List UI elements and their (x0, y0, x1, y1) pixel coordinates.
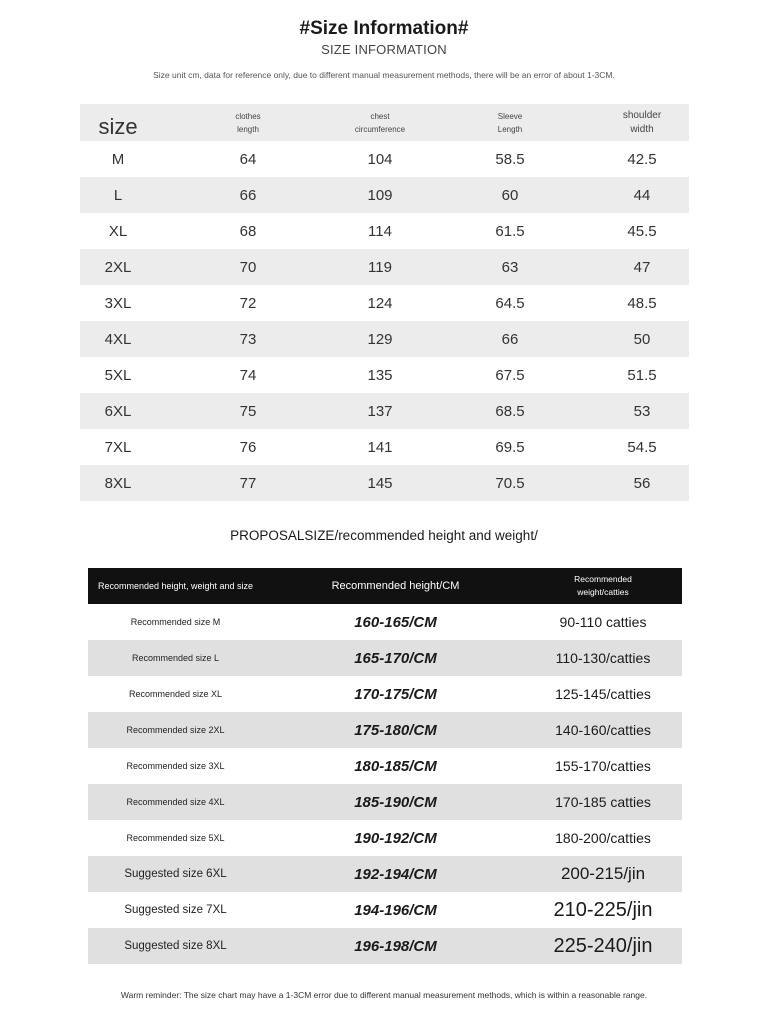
measurement-cell: 104 (367, 150, 393, 168)
table-row (80, 429, 689, 465)
size-cell: 2XL (104, 258, 132, 276)
measurement-cell: 50 (633, 330, 651, 348)
table-row (88, 820, 682, 856)
recommended-size-cell: Recommended size 5XL (126, 833, 225, 843)
table-row (88, 928, 682, 964)
measurement-cell: 48.5 (627, 294, 657, 312)
table-row (88, 676, 682, 712)
measurement-cell: 74 (239, 366, 257, 384)
recommended-weight-cell: 170-185 catties (555, 794, 651, 810)
recommended-size-cell: Suggested size 6XL (124, 868, 227, 880)
measurement-cell: 119 (368, 258, 392, 276)
measurement-cell: 72 (239, 294, 257, 312)
measurement-cell: 77 (239, 474, 257, 492)
table-row (80, 393, 689, 429)
table-row (80, 357, 689, 393)
measurement-cell: 141 (367, 438, 393, 456)
measurement-cell: 47 (633, 258, 651, 276)
recommended-height-cell: 180-185/CM (354, 757, 437, 775)
header-recommended-size: Recommended height, weight and size (97, 581, 254, 591)
recommended-weight-cell: 200-215/jin (560, 864, 646, 883)
measurement-cell: 68 (239, 222, 257, 240)
recommended-weight-cell: 155-170/catties (555, 758, 651, 774)
warm-reminder: Warm reminder: The size chart may have a 1-3CM error due to different manual measurement methods, which is within a reasonable range. (120, 990, 648, 1000)
measurement-cell: 63 (501, 258, 519, 276)
table-row (80, 177, 689, 213)
recommended-height-cell: 185-190/CM (354, 793, 437, 811)
recommended-weight-cell: 210-225/jin (553, 898, 653, 921)
recommended-size-cell: Recommended size 4XL (126, 797, 225, 807)
table-row (88, 892, 682, 928)
measurement-cell: 124 (367, 294, 393, 312)
measurement-cell: 53 (633, 402, 651, 420)
table-row (88, 604, 682, 640)
recommend-table-header (88, 568, 682, 604)
recommended-weight-cell: 90-110 catties (559, 614, 647, 630)
recommended-height-cell: 170-175/CM (354, 685, 437, 703)
recommend-title: PROPOSALSIZE/recommended height and weight/ (230, 528, 538, 543)
measurement-note: Size unit cm, data for reference only, due to different manual measurement methods, there will be an error of about 1-3CM. (153, 70, 615, 80)
measurement-cell: 64.5 (495, 294, 525, 312)
measurement-cell: 69.5 (495, 438, 525, 456)
recommended-weight-cell: 125-145/catties (555, 686, 651, 702)
size-cell: 6XL (104, 402, 132, 420)
header-sleeve-length: Sleeve Length (497, 111, 523, 134)
header-recommended-height: Recommended height/CM (331, 580, 460, 592)
measurement-cell: 75 (239, 402, 257, 420)
header-shoulder-width: shoulder width (622, 109, 662, 135)
table-row (80, 321, 689, 357)
size-cell: 5XL (104, 366, 132, 384)
measurement-cell: 45.5 (627, 222, 657, 240)
recommended-height-cell: 175-180/CM (354, 721, 437, 739)
table-row (80, 213, 689, 249)
recommended-size-cell: Suggested size 7XL (124, 904, 227, 916)
recommended-height-cell: 194-196/CM (354, 901, 437, 919)
size-table-header (80, 104, 689, 141)
recommended-height-cell: 196-198/CM (354, 937, 437, 955)
measurement-cell: 44 (633, 186, 651, 204)
recommended-size-cell: Recommended size L (131, 653, 220, 663)
recommended-size-cell: Recommended size XL (128, 689, 223, 699)
recommended-height-cell: 192-194/CM (354, 865, 437, 883)
size-cell: 4XL (104, 330, 132, 348)
measurement-cell: 51.5 (627, 366, 657, 384)
measurement-cell: 137 (367, 402, 393, 420)
recommended-weight-cell: 140-160/catties (555, 722, 651, 738)
measurement-cell: 68.5 (495, 402, 525, 420)
measurement-cell: 66 (239, 186, 257, 204)
measurement-cell: 73 (239, 330, 257, 348)
recommended-weight-cell: 110-130/catties (555, 650, 651, 666)
size-cell: XL (108, 222, 128, 240)
recommended-size-cell: Suggested size 8XL (124, 940, 227, 952)
size-table (80, 104, 689, 501)
measurement-cell: 58.5 (495, 150, 525, 168)
size-cell: 8XL (104, 474, 132, 492)
recommended-size-cell: Recommended size 2XL (126, 725, 225, 735)
page-subtitle: SIZE INFORMATION (321, 42, 447, 57)
size-cell: 3XL (104, 294, 132, 312)
table-row (88, 784, 682, 820)
table-row (88, 712, 682, 748)
measurement-cell: 145 (367, 474, 393, 492)
size-cell: L (113, 186, 123, 204)
measurement-cell: 42.5 (627, 150, 657, 168)
table-row (80, 285, 689, 321)
measurement-cell: 64 (239, 150, 257, 168)
measurement-cell: 70.5 (495, 474, 525, 492)
table-row (80, 465, 689, 501)
measurement-cell: 114 (368, 222, 392, 240)
measurement-cell: 54.5 (627, 438, 657, 456)
page-title: #Size Information# (299, 18, 469, 39)
table-row (88, 640, 682, 676)
header-clothes-length: clothes length (235, 111, 261, 134)
measurement-cell: 60 (501, 186, 519, 204)
size-cell: M (111, 150, 125, 168)
header-recommended-weight: Recommended weight/catties (574, 574, 632, 597)
measurement-cell: 70 (239, 258, 257, 276)
header-size: size (98, 114, 138, 139)
measurement-cell: 67.5 (495, 366, 525, 384)
measurement-cell: 61.5 (495, 222, 525, 240)
measurement-cell: 135 (367, 366, 393, 384)
recommended-height-cell: 165-170/CM (354, 649, 437, 667)
recommended-size-cell: Recommended size 3XL (126, 761, 225, 771)
table-row (80, 141, 689, 177)
recommended-weight-cell: 225-240/jin (553, 934, 653, 957)
measurement-cell: 129 (367, 330, 393, 348)
header-chest-circumference: chest circumference (354, 111, 406, 134)
table-row (80, 249, 689, 285)
recommend-table (88, 568, 682, 964)
measurement-cell: 66 (501, 330, 519, 348)
recommended-height-cell: 160-165/CM (354, 613, 437, 631)
table-row (88, 748, 682, 784)
size-cell: 7XL (104, 438, 132, 456)
measurement-cell: 76 (239, 438, 257, 456)
measurement-cell: 56 (633, 474, 651, 492)
table-row (88, 856, 682, 892)
measurement-cell: 109 (367, 186, 393, 204)
recommended-weight-cell: 180-200/catties (555, 830, 651, 846)
recommended-height-cell: 190-192/CM (354, 829, 437, 847)
recommended-size-cell: Recommended size M (130, 617, 221, 627)
